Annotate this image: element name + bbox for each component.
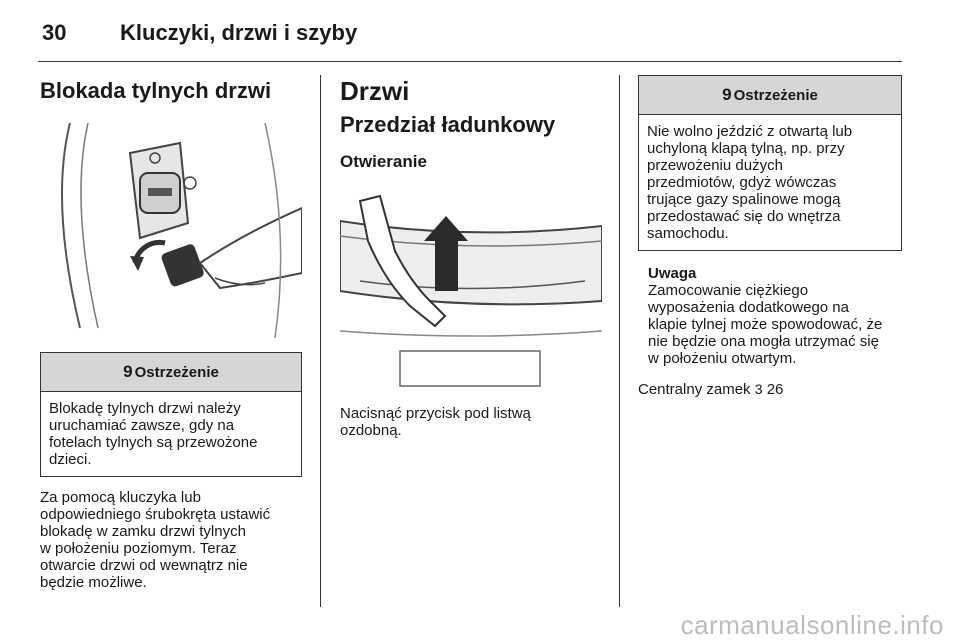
warning-line: przedostawać się do wnętrza: [647, 208, 841, 225]
page-number: 30: [42, 20, 67, 45]
page-header: [38, 20, 902, 54]
right-column: [638, 75, 902, 398]
reference-text: Centralny zamek: [638, 381, 751, 398]
body-line: ozdobną.: [340, 422, 402, 439]
reference-arrow-icon: 3: [754, 381, 763, 397]
warning-line: uruchamiać zawsze, gdy na: [49, 417, 235, 434]
note-line: w położeniu otwartym.: [648, 350, 797, 367]
warning-line: uchyloną klapą tylną, np. przy: [647, 140, 845, 157]
warning-header: [41, 353, 301, 392]
warning-line: przewożeniu dużych: [647, 157, 783, 174]
child-lock-illustration: [40, 113, 302, 338]
body-line: będzie możliwe.: [40, 574, 147, 591]
note-line: Zamocowanie ciężkiego: [648, 282, 809, 299]
warning-line: dzieci.: [49, 451, 92, 468]
warning-line: Blokadę tylnych drzwi należy: [49, 400, 241, 417]
reference-page: 26: [766, 381, 784, 398]
body-line: Za pomocą kluczyka lub: [40, 489, 201, 506]
left-column: [40, 75, 302, 591]
warning-line: przedmiotów, gdyż wówczas: [647, 174, 837, 191]
header-rule: [38, 61, 902, 62]
note-line: wyposażenia dodatkowego na: [648, 299, 849, 316]
warning-header: [639, 76, 901, 115]
chapter-title: Kluczyki, drzwi i szyby: [120, 20, 358, 45]
note-block: [648, 265, 902, 367]
tailgate-drawing: [340, 181, 602, 391]
body-line: otwarcie drzwi od wewnątrz nie: [40, 557, 248, 574]
body-line: blokadę w zamku drzwi tylnych: [40, 523, 246, 540]
warning-body: [41, 392, 301, 476]
middle-column: [340, 75, 602, 439]
warning-line: samochodu.: [647, 225, 729, 242]
subsubsection-title-opening: Otwieranie: [340, 152, 427, 171]
body-line: Nacisnąć przycisk pod listwą: [340, 405, 531, 422]
section-title-rear-door-lock: Blokada tylnych drzwi: [40, 78, 272, 103]
warning-title: Ostrzeżenie: [134, 363, 219, 381]
warning-title: Ostrzeżenie: [733, 86, 818, 104]
warning-line: fotelach tylnych są przewożone: [49, 434, 258, 451]
column-divider-left: [320, 75, 321, 607]
section-title-doors: Drzwi: [340, 76, 410, 106]
warning-triangle-icon: 9: [722, 85, 732, 104]
note-line: klapie tylnej może spowodować, że: [648, 316, 883, 333]
warning-body: [639, 115, 901, 250]
body-line: w położeniu poziomym. Teraz: [40, 540, 237, 557]
subsection-title-cargo: Przedział ładunkowy: [340, 112, 556, 137]
body-line: odpowiedniego śrubokręta ustawić: [40, 506, 271, 523]
warning-line: Nie wolno jeździć z otwartą lub: [647, 123, 853, 140]
warning-line: trujące gazy spalinowe mogą: [647, 191, 841, 208]
warning-triangle-icon: 9: [123, 362, 133, 381]
note-title: Uwaga: [648, 265, 697, 282]
body-text-child-lock: [40, 489, 302, 591]
note-line: nie będzie ona mogła utrzymać się: [648, 333, 879, 350]
tailgate-illustration: [340, 181, 602, 391]
column-divider-right: [619, 75, 620, 607]
warning-box-exhaust: [638, 75, 902, 251]
child-lock-drawing: [40, 113, 302, 338]
warning-box-child-lock: [40, 352, 302, 477]
watermark: carmanualsonline.info: [680, 610, 944, 640]
cross-reference[interactable]: [638, 381, 902, 398]
body-text-cargo-opening: [340, 405, 602, 439]
